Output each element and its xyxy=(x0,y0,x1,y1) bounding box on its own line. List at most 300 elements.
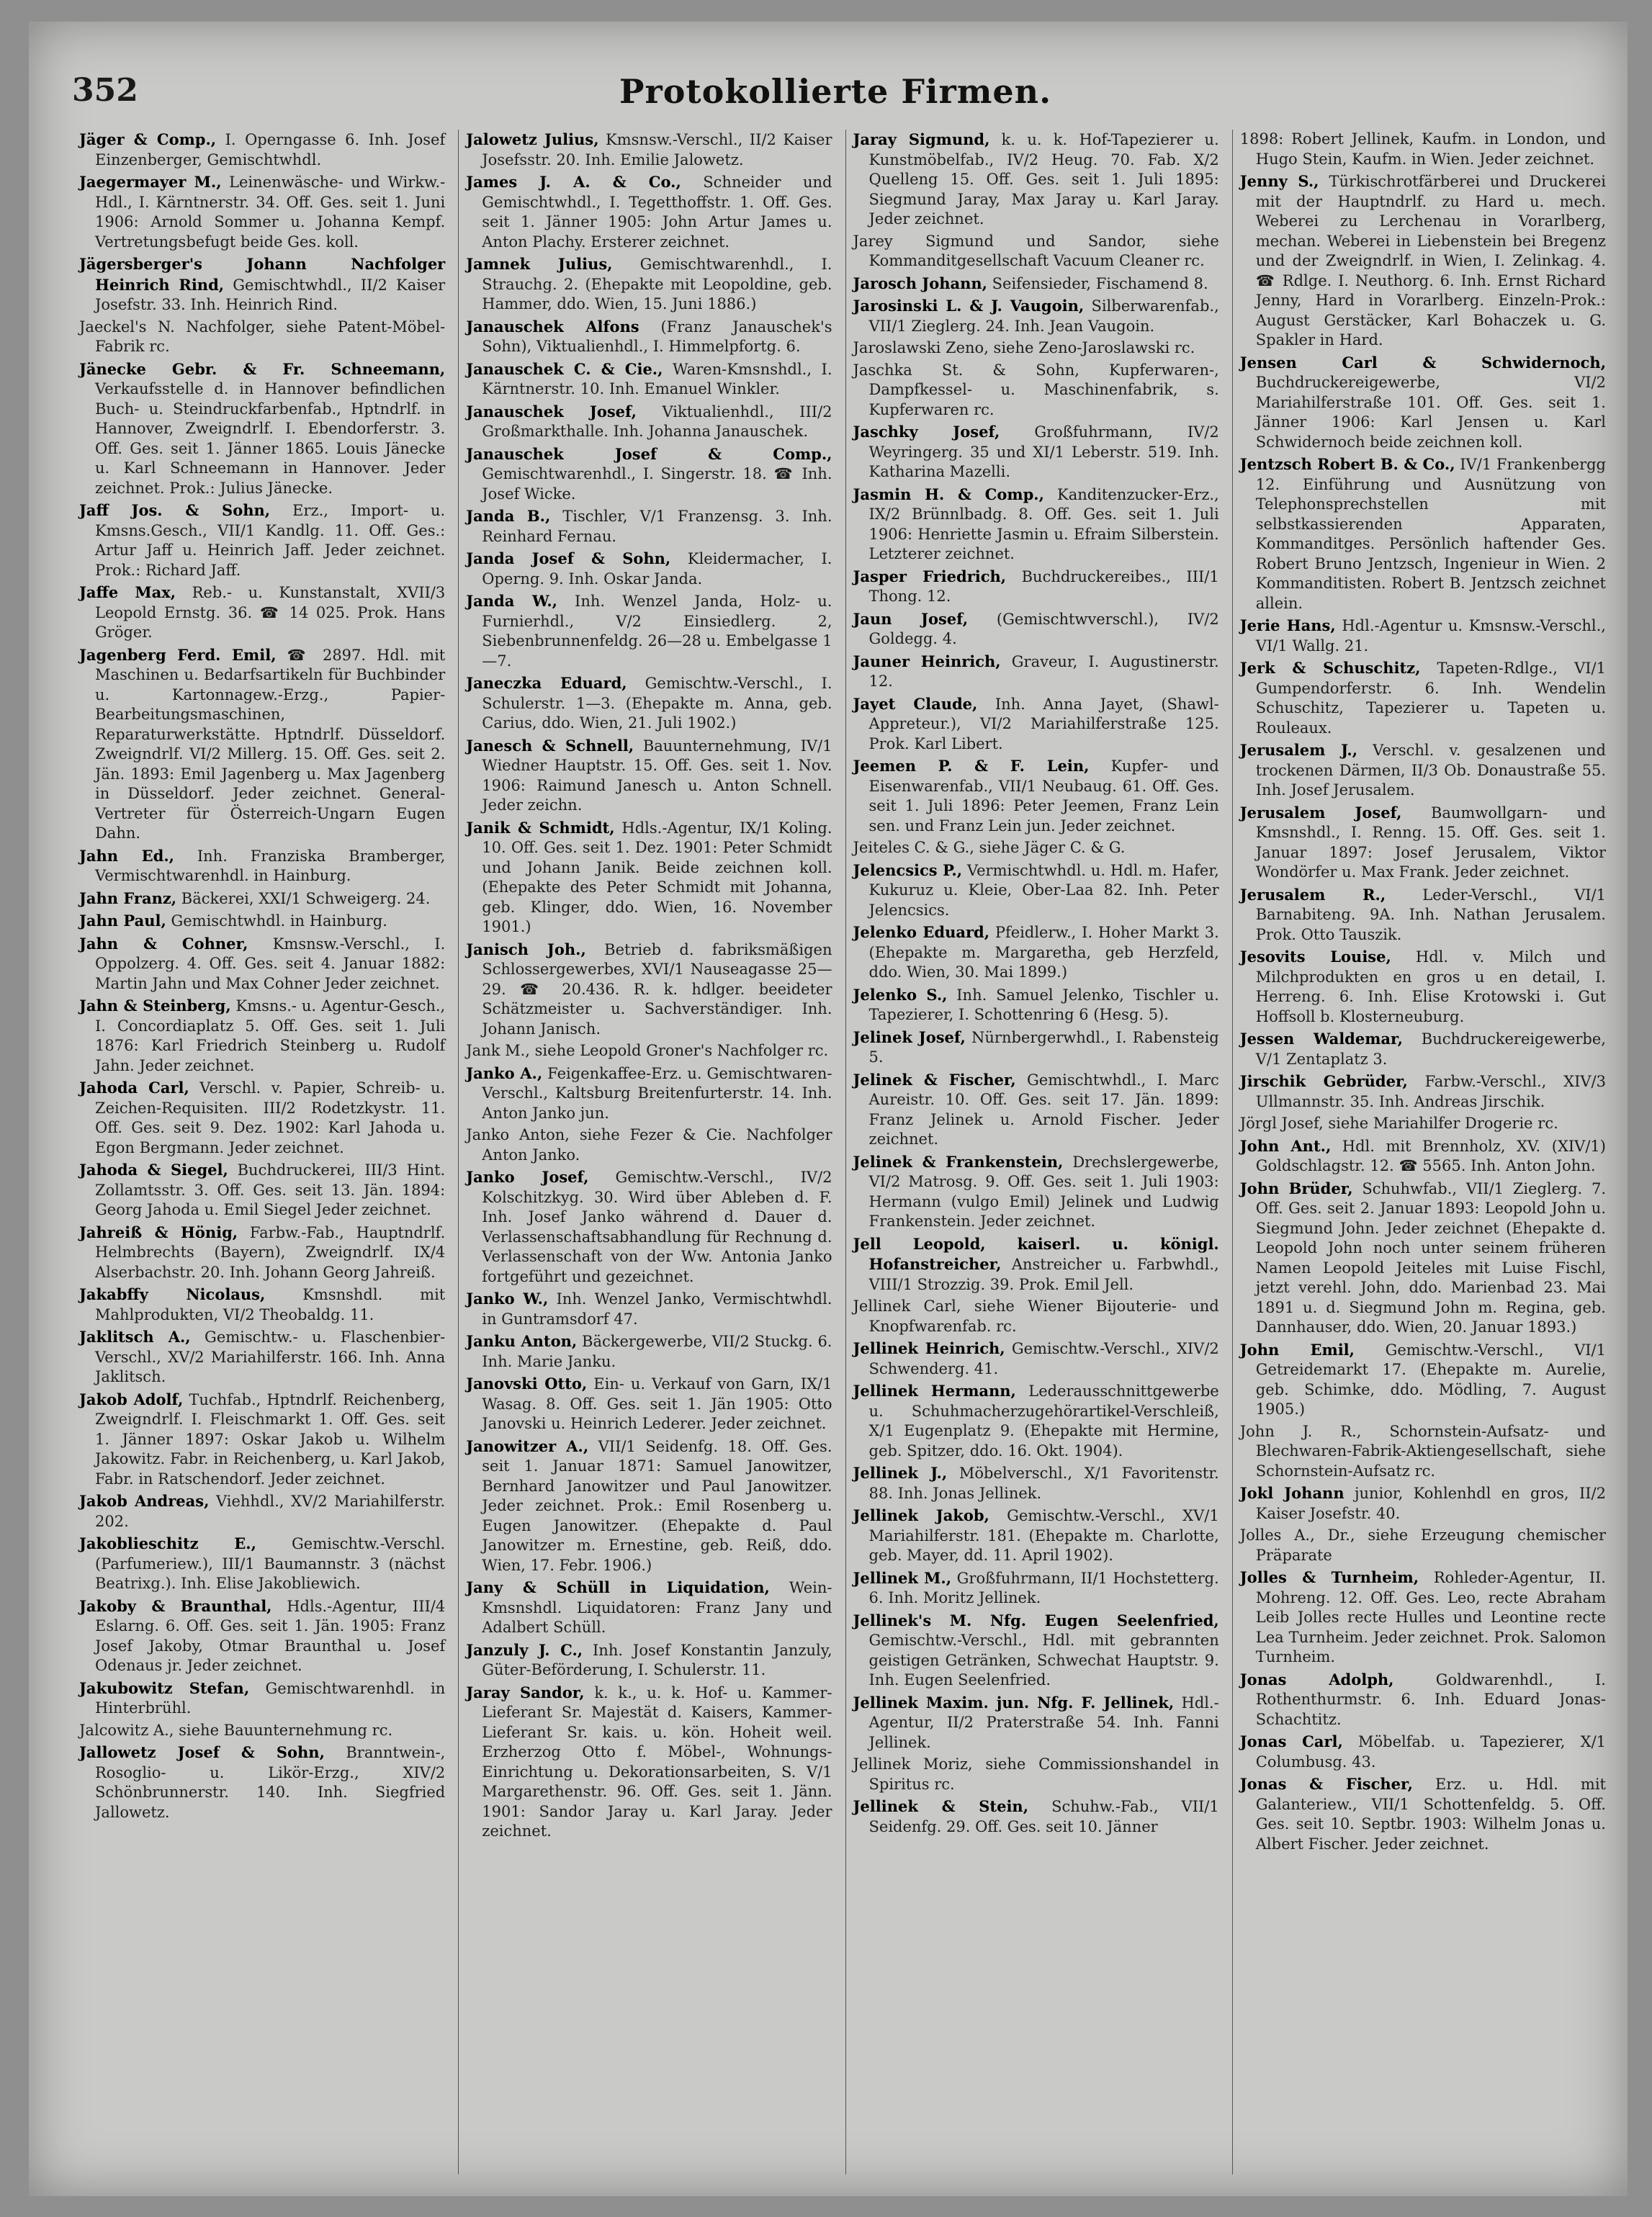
directory-entry xyxy=(466,317,832,357)
firm-details: VII/1 Seidenfg. 18. Off. Ges. seit 1. Januar 1871: Samuel Janowitzer, Bernhard Janowitzer und Paul Janowitzer. Jeder zeichnet. Prok.: Emil Rosenberg u. Eugen Janowitzer. (Ehepakte d. Paul Janowitzer m. Ernestine, geb. Reiß, ddo. Wien, 17. Febr. 1906.) xyxy=(482,1437,832,1574)
firm-name: Jellinek Hermann, xyxy=(853,1382,1016,1400)
directory-entry xyxy=(466,172,832,252)
firm-details: I. Operngasse 6. Inh. Josef Einzenberger, Gemischtwhdl. xyxy=(95,131,446,168)
directory-entry xyxy=(79,1390,445,1490)
page-header xyxy=(72,72,1599,122)
directory-entry xyxy=(79,1742,445,1822)
directory-entry xyxy=(79,934,445,994)
firm-details: Drechslergewerbe, VI/2 Matrosg. 9. Off. Ges. seit 1. Juli 1903: Hermann (vulgo Emil) Jelinek und Ludwig Frankenstein. Jeder zeichnet. xyxy=(868,1153,1219,1230)
firm-name: Jaray Sigmund, xyxy=(853,130,990,148)
firm-name: Jakob Adolf, xyxy=(79,1390,184,1408)
firm-details: Gemischtwhdl. in Hainburg. xyxy=(171,912,387,930)
firm-name: Jenny S., xyxy=(1239,172,1319,190)
firm-details: Inh. Samuel Jelenko, Tischler u. Tapezierer, I. Schottenring 6 (Hesg. 5). xyxy=(868,986,1219,1023)
directory-entry xyxy=(466,1683,832,1842)
firm-name: Jasmin H. & Comp., xyxy=(853,485,1044,503)
firm-name: Jaffe Max, xyxy=(79,583,176,601)
firm-details: Baumwollgarn- und Kmsnshdl., I. Renng. 15. Off. Ges. seit 1. Januar 1897: Josef Jerusalem, Viktor Wondörfer u. Max Frank. Jeder zeichnet. xyxy=(1255,804,1606,881)
column-3 xyxy=(845,130,1226,2175)
directory-entry xyxy=(853,1693,1219,1753)
firm-name: Jakob Andreas, xyxy=(79,1492,210,1510)
directory-entry xyxy=(1240,1483,1606,1524)
firm-details: Tapeten-Rdlge., VI/1 Gumpendorferstr. 6. Inh. Wendelin Schuschitz, Tapezierer u. Tapeten u. Rouleaux. xyxy=(1255,660,1606,737)
firm-name: Jonas & Fischer, xyxy=(1239,1775,1413,1793)
directory-entry xyxy=(853,274,1219,294)
firm-details: Großfuhrmann, II/1 Hochstetterg. 6. Inh. Moritz Jellinek. xyxy=(868,1569,1219,1606)
firm-details: Jalcowitz A., siehe Bauunternehmung rc. xyxy=(79,1721,393,1739)
directory-entry xyxy=(1240,885,1606,945)
firm-details: Gemischtw.-Verschl., VI/1 Getreidemarkt 17. (Ehepakte m. Aurelie, geb. Schimke, ddo. Mödling, 7. August 1905.) xyxy=(1255,1341,1606,1418)
firm-name: Jägersberger's Johann Nachfolger Heinrich Rind, xyxy=(79,255,446,294)
firm-details: Seifensieder, Fischamend 8. xyxy=(992,274,1208,292)
firm-name: Jahreiß & Hönig, xyxy=(79,1223,238,1241)
firm-details: Buchdruckereibes., III/1 Thong. 12. xyxy=(868,567,1219,605)
directory-entry xyxy=(79,254,445,315)
firm-details: Graveur, I. Augustinerstr. 12. xyxy=(868,652,1219,690)
directory-entry xyxy=(853,985,1219,1025)
directory-entry xyxy=(466,1125,832,1165)
directory-entry xyxy=(466,591,832,671)
firm-details: Viktualienhdl., III/2 Großmarkthalle. Inh. Johanna Janauschek. xyxy=(482,403,832,440)
directory-entry xyxy=(79,1223,445,1283)
directory-entry xyxy=(853,609,1219,649)
firm-name: Jahn Ed., xyxy=(79,846,174,865)
directory-entry xyxy=(853,1297,1219,1336)
directory-entry xyxy=(79,645,445,844)
directory-entry xyxy=(79,359,445,499)
firm-name: Jaklitsch A., xyxy=(79,1328,191,1346)
firm-name: Jerusalem Josef, xyxy=(1239,803,1402,822)
directory-entry xyxy=(79,1534,445,1594)
directory-entry xyxy=(466,130,832,170)
firm-name: Jentzsch Robert B. & Co., xyxy=(1239,455,1455,473)
firm-details: 1898: Robert Jellinek, Kaufm. in London, und Hugo Stein, Kaufm. in Wien. Jeder zeichnet. xyxy=(1239,130,1606,168)
firm-details: ☎ 2897. Hdl. mit Maschinen u. Bedarfsartikeln für Buchbinder u. Kartonnagew.-Erzg., Papier-Bearbeitungsmaschinen, Reparaturwerkstätte. Hptndrlf. Düsseldorf. Zweigndrlf. VI/2 Millerg. 15. Off. Ges. seit 2. Jän. 1893: Emil Jagenberg u. Max Jagenberg in Düsseldorf. Jeder zeichnet. General-Vertreter für Österreich-Ungarn Eugen Dahn. xyxy=(95,646,446,842)
firm-name: Jayet Claude, xyxy=(853,694,978,713)
firm-name: Jelencsics P., xyxy=(853,860,963,879)
firm-details: Ein- u. Verkauf von Garn, IX/1 Wasag. 8. Off. Ges. seit 1. Jän 1905: Otto Janovski u. Heinrich Lederer. Jeder zeichnet. xyxy=(482,1375,832,1432)
directory-entry xyxy=(853,1463,1219,1503)
directory-entry xyxy=(853,130,1219,230)
directory-entry xyxy=(853,838,1219,858)
firm-details: (Franz Janauschek's Sohn), Viktualienhdl., I. Himmelpfortg. 6. xyxy=(482,318,832,355)
firm-details: Kmsnsw.-Verschl., I. Oppolzerg. 4. Off. Ges. seit 4. Januar 1882: Martin Jahn und Max Cohner Jeder zeichnet. xyxy=(95,935,446,992)
firm-name: Jagenberg Ferd. Emil, xyxy=(79,645,277,664)
firm-details: Tuchfab., Hptndrlf. Reichenberg, Zweigndrlf. I. Fleischmarkt 1. Off. Ges. seit 1. Jänner 1897: Oskar Jakob u. Wilhelm Jakowitz. Fabr. in Reichenberg, u. Karl Jakob, Fabr. in Ratschendorf. Jeder zeichnet. xyxy=(95,1390,446,1488)
directory-entry xyxy=(466,818,832,937)
firm-details: Gemischtw.-Verschl., Hdl. mit gebrannten geistigen Getränken, Schwechat Hauptstr. 9. Inh. Eugen Seelenfried. xyxy=(868,1632,1219,1688)
firm-name: Jerusalem R., xyxy=(1239,885,1386,904)
directory-entry xyxy=(1240,171,1606,351)
directory-entry xyxy=(1240,1568,1606,1668)
firm-name: Jerk & Schuschitz, xyxy=(1239,659,1421,677)
firm-name: Jellinek Jakob, xyxy=(853,1506,989,1524)
column-2 xyxy=(458,130,839,2175)
firm-details: Hdl.-Agentur u. Kmsnsw.-Verschl., VI/1 Wallg. 21. xyxy=(1255,617,1606,655)
directory-entry xyxy=(1240,1179,1606,1338)
directory-entry xyxy=(853,1027,1219,1068)
firm-name: Jänecke Gebr. & Fr. Schneemann, xyxy=(79,359,446,378)
directory-entry xyxy=(466,444,832,505)
firm-details: Verschl. v. Papier, Schreib- u. Zeichen-Requisiten. III/2 Rodetzkystr. 11. Off. Ges. seit 9. Dez. 1902: Karl Jahoda u. Egon Bergmann. Jeder zeichnet. xyxy=(95,1079,446,1156)
firm-name: John Ant., xyxy=(1239,1136,1332,1155)
directory-entry xyxy=(1240,1732,1606,1772)
directory-entry xyxy=(466,940,832,1040)
firm-name: Jirschik Gebrüder, xyxy=(1239,1072,1408,1090)
firm-name: Janauschek Alfons xyxy=(466,317,639,336)
directory-entry xyxy=(79,1327,445,1388)
firm-name: Jaray Sandor, xyxy=(466,1683,585,1701)
firm-details: junior, Kohlenhdl en gros, II/2 Kaiser Josefstr. 40. xyxy=(1255,1485,1606,1522)
firm-details: Gemischtwarenhdl., I. Strauchg. 2. (Ehepakte mit Leopoldine, geb. Hammer, ddo. Wien, 15. Juni 1886.) xyxy=(482,256,832,312)
firm-name: Jalowetz Julius, xyxy=(466,130,599,148)
directory-entry xyxy=(466,1578,832,1638)
directory-entry xyxy=(1240,803,1606,883)
directory-entry xyxy=(853,694,1219,755)
directory-entry xyxy=(853,1381,1219,1461)
firm-name: Jellinek M., xyxy=(853,1568,952,1587)
firm-name: Janauschek Josef, xyxy=(466,402,637,421)
directory-entry xyxy=(1240,1114,1606,1134)
firm-details: Kanditenzucker-Erz., IX/2 Brünnlbadg. 8. Off. Ges. seit 1. Juli 1906: Henriette Jasmin u. Efraim Silberstein. Letzterer zeichnet. xyxy=(868,485,1219,562)
firm-details: Hdl.-Agentur, II/2 Praterstraße 54. Inh. Fanni Jellinek. xyxy=(868,1694,1219,1751)
firm-details: Betrieb d. fabriksmäßigen Schlossergewerbes, XVI/1 Nauseagasse 25—29. ☎ 20.436. R. k. hdlger. beeideter Schätzmeister u. Sachverständiger. Inh. Johann Janisch. xyxy=(482,940,832,1038)
firm-details: Pfeidlerw., I. Hoher Markt 3. (Ehepakte m. Margaretha, geb Herzfeld, ddo. Wien, 30. Mai 1899.) xyxy=(868,924,1219,981)
page-number: 352 xyxy=(72,72,138,109)
firm-name: Jäger & Comp., xyxy=(79,130,217,148)
directory-entry xyxy=(79,889,445,909)
directory-entry xyxy=(1240,1029,1606,1069)
firm-details: Möbelverschl., X/1 Favoritenstr. 88. Inh. Jonas Jellinek. xyxy=(868,1465,1219,1502)
firm-details: Gemischtw.-Verschl. (Parfumeriew.), III/1 Baumannstr. 3 (nächst Beatrixg.). Inh. Elise Jakobliewich. xyxy=(95,1535,446,1592)
firm-details: Kmsnsw.-Verschl., II/2 Kaiser Josefsstr. 20. Inh. Emilie Jalowetz. xyxy=(482,131,832,168)
firm-details: (Gemischtwverschl.), IV/2 Goldegg. 4. xyxy=(868,610,1219,647)
firm-name: Jarosch Johann, xyxy=(853,274,987,292)
firm-name: Jensen Carl & Schwidernoch, xyxy=(1239,353,1606,372)
firm-name: Jasper Friedrich, xyxy=(853,567,1007,585)
firm-details: Bäckerei, XXI/1 Schweigerg. 24. xyxy=(181,889,431,907)
directory-entry xyxy=(1240,1526,1606,1565)
firm-name: Jellinek Maxim. jun. Nfg. F. Jellinek, xyxy=(853,1693,1175,1712)
firm-details: Goldwarenhdl., I. Rothenthurmstr. 6. Inh. Eduard Jonas-Schachtitz. xyxy=(1255,1670,1606,1728)
firm-name: Jelenko Eduard, xyxy=(853,923,990,941)
firm-name: Jallowetz Josef & Sohn, xyxy=(79,1743,325,1761)
firm-details: Großfuhrmann, IV/2 Weyringerg. 35 und XI/1 Leberstr. 519. Inh. Katharina Mazelli. xyxy=(868,423,1219,480)
firm-name: Jakubowitz Stefan, xyxy=(79,1678,250,1697)
firm-details: Bauunternehmung, IV/1 Wiedner Hauptstr. 15. Off. Ges. seit 1. Nov. 1906: Raimund Janesch u. Anton Schnell. Jeder zeichn. xyxy=(482,737,832,814)
firm-name: Jeemen P. & F. Lein, xyxy=(853,757,1090,775)
firm-name: John Brüder, xyxy=(1239,1179,1353,1197)
directory-entry xyxy=(853,1568,1219,1609)
directory-entry xyxy=(466,254,832,315)
firm-details: Jellinek Carl, siehe Wiener Bijouterie- und Knopfwarenfab. rc. xyxy=(853,1298,1219,1335)
firm-details: Gemischtw.- u. Flaschenbier-Verschl., XV/2 Mariahilferstr. 166. Inh. Anna Jaklitsch. xyxy=(95,1328,446,1385)
firm-name: Janovski Otto, xyxy=(466,1375,588,1393)
directory-entry xyxy=(79,583,445,643)
column-4 xyxy=(1232,130,1613,2175)
firm-details: k. k., u. k. Hof- u. Kammer-Lieferant Sr. Majestät d. Kaisers, Kammer-Lieferant Sr. kais. u. kön. Hoheit weil. Erzherzog Otto f. Möbel-, Wohnungs-Einrichtung u. Dekorationsarbeiten, S. V/1 Margarethenstr. 96. Off. Ges. seit 1. Jänn. 1901: Sandor Jaray u. Karl Jaray. Jeder zeichnet. xyxy=(482,1683,832,1840)
directory-entry xyxy=(466,1063,832,1124)
firm-details: Möbelfab. u. Tapezierer, X/1 Columbusg. 43. xyxy=(1255,1733,1607,1771)
directory-entry xyxy=(853,1070,1219,1150)
firm-name: Janeczka Eduard, xyxy=(466,674,627,692)
firm-name: Jakoblieschitz E., xyxy=(79,1534,256,1552)
directory-entry xyxy=(853,922,1219,983)
firm-name: Jaun Josef, xyxy=(853,609,969,628)
firm-name: Janauschek Josef & Comp., xyxy=(466,444,832,463)
firm-details: Inh. Franziska Bramberger, Vermischtwarenhdl. in Hainburg. xyxy=(95,847,446,884)
directory-entry xyxy=(853,1611,1219,1691)
directory-entry xyxy=(1240,353,1606,453)
firm-details: Hdl. mit Brennholz, XV. (XIV/1) Goldschlagstr. 12. ☎ 5565. Inh. Anton John. xyxy=(1255,1137,1606,1174)
firm-details: Wein-Kmsnshdl. Liquidatoren: Franz Jany und Adalbert Schüll. xyxy=(482,1579,832,1636)
firm-name: Jelinek Josef, xyxy=(853,1027,966,1046)
directory-entry xyxy=(466,1640,832,1681)
firm-details: Vermischtwhdl. u. Hdl. m. Hafer, Kukuruz u. Kleie, Ober-Laa 82. Inh. Peter Jelencsics. xyxy=(868,861,1219,919)
firm-details: Verschl. v. gesalzenen und trockenen Därmen, II/3 Ob. Donaustraße 55. Inh. Josef Jerusalem. xyxy=(1255,742,1606,799)
firm-details: Gemischtw.-Verschl., XIV/2 Schwenderg. 41. xyxy=(868,1340,1219,1377)
firm-name: Jell Leopold, kaiserl. u. königl. Hofanstreicher, xyxy=(853,1234,1219,1273)
firm-details: Inh. Josef Konstantin Janzuly, Güter-Beförderung, I. Schulerstr. 11. xyxy=(482,1641,832,1678)
firm-name: Jonas Adolph, xyxy=(1239,1670,1394,1688)
firm-name: Jelinek & Fischer, xyxy=(853,1070,1016,1089)
firm-details: Rohleder-Agentur, II. Mohreng. 12. Off. Ges. Leo, recte Abraham Leib Jolles recte Hulles und Leontine recte Lea Turnheim. Jeder zeichnet. Prok. Salomon Turnheim. xyxy=(1255,1569,1606,1665)
directory-entry xyxy=(853,756,1219,836)
firm-details: Farbw.-Verschl., XIV/3 Ullmannstr. 35. Inh. Andreas Jirschik. xyxy=(1255,1073,1606,1110)
firm-details: Gemischtw.-Verschl., IV/2 Kolschitzkyg. 30. Wird über Ableben d. F. Inh. Josef Janko während d. Dauer d. Verlassenschaftsabhandlung für Rechnung d. Verlassenschaft von der Ww. Antonia Janko fortgeführt und gezeichnet. xyxy=(482,1169,832,1285)
directory-entry xyxy=(466,402,832,442)
directory-entry xyxy=(1240,1670,1606,1730)
firm-name: Jesovits Louise, xyxy=(1239,948,1391,966)
firm-details: Hdls.-Agentur, IX/1 Koling. 10. Off. Ges. seit 1. Dez. 1901: Peter Schmidt und Johann Janik. Beide zeichnen koll. (Ehepakte des Peter Schmidt mit Johanna, geb. Klinger, ddo. Wien, 16. November 1901.) xyxy=(482,819,832,935)
directory-entry xyxy=(79,1078,445,1158)
firm-name: Janowitzer A., xyxy=(466,1436,589,1455)
directory-entry xyxy=(853,567,1219,607)
firm-details: Hdls.-Agentur, III/4 Eslarng. 6. Off. Ges. seit 1. Jän. 1905: Franz Josef Jakoby, Otmar Braunthal u. Josef Odenaus jr. Jeder zeichnet. xyxy=(95,1597,446,1674)
firm-details: Kupfer- und Eisenwarenfab., VII/1 Neubaug. 61. Off. Ges. seit 1. Juli 1896: Peter Jeemen, Franz Lein sen. und Franz Lein jun. Jeder zeichnet. xyxy=(868,757,1219,835)
firm-details: Schneider und Gemischtwhdl., I. Tegetthoffstr. 1. Off. Ges. seit 1. Jänner 1905: John Artur James u. Anton Plachy. Ersterer zeichnet. xyxy=(482,174,832,251)
directory-entry xyxy=(853,1755,1219,1794)
firm-details: Farbw.-Fab., Hauptndrlf. Helmbrechts (Bayern), Zweigndrlf. IX/4 Alserbachstr. 20. Inh. Johann Georg Jahreiß. xyxy=(95,1223,446,1281)
directory-entry xyxy=(1240,454,1606,613)
firm-details: Gemischtwhdl., I. Marc Aureistr. 10. Off. Ges. seit 17. Jän. 1899: Franz Jelinek u. Arnold Fischer. Jeder zeichnet. xyxy=(868,1071,1219,1148)
firm-name: Jauner Heinrich, xyxy=(853,652,1001,670)
firm-details: Türkischrotfärberei und Druckerei mit der Hauptndrlf. zu Hard u. mech. Weberei zu Lerchenau in Vorarlberg, mechan. Weberei in Liebenstein bei Bregenz und der Zweigndrlf. in Wien, I. Zelinkag. 4. ☎ Rdlge. I. Neuthorg. 6. Inh. Ernst Richard Jenny, Hard in Vorarlberg. Einzeln-Prok.: August Gerstäcker, Karl Bohaczek u. G. Spakler in Hard. xyxy=(1255,173,1606,348)
firm-name: Jokl Johann xyxy=(1239,1484,1345,1502)
directory-entry xyxy=(466,1289,832,1329)
directory-entry xyxy=(79,846,445,886)
firm-name: Jellinek & Stein, xyxy=(853,1797,1029,1815)
firm-name: Jahoda & Siegel, xyxy=(79,1161,228,1179)
firm-details: Kleidermacher, I. Operng. 9. Inh. Oskar Janda. xyxy=(482,550,832,588)
firm-details: Gemischtw.-Verschl., XV/1 Mariahilferstr. 181. (Ehepakte m. Charlotte, geb. Mayer, dd. 11. April 1902). xyxy=(868,1507,1219,1564)
firm-name: Jahn & Steinberg, xyxy=(79,997,231,1015)
directory-entry xyxy=(79,1491,445,1532)
firm-details: Janko Anton, siehe Fezer & Cie. Nachfolger Anton Janko. xyxy=(466,1126,832,1164)
firm-name: Jahn Paul, xyxy=(79,912,166,930)
directory-entry xyxy=(466,1331,832,1372)
directory-entry xyxy=(466,1167,832,1287)
firm-details: k. u. k. Hof-Tapezierer u. Kunstmöbelfab., IV/2 Heug. 70. Fab. X/2 Quelleng 15. Off. Ges. seit 1. Juli 1895: Siegmund Jaray, Max Jaray u. Karl Jaray. Jeder zeichnet. xyxy=(868,131,1219,228)
firm-name: Jelinek & Frankenstein, xyxy=(853,1152,1064,1171)
directory-entry xyxy=(853,1339,1219,1379)
firm-details: Waren-Kmsnshdl., I. Kärntnerstr. 10. Inh. Emanuel Winkler. xyxy=(482,360,832,397)
directory-entry xyxy=(466,359,832,400)
firm-details: Jaschka St. & Sohn, Kupferwaren-, Dampfkessel- u. Maschinenfabrik, s. Kupferwaren rc. xyxy=(853,361,1219,418)
directory-entry xyxy=(79,996,445,1076)
directory-entry xyxy=(79,130,445,170)
firm-details: Jaeckel's N. Nachfolger, siehe Patent-Möbel-Fabrik rc. xyxy=(79,318,446,355)
firm-details: Schuhwfab., VII/1 Zieglerg. 7. Off. Ges. seit 2. Januar 1893: Leopold John u. Siegmund John. Jeder zeichnet (Ehepakte d. Leopold John noch unter seinem früheren Namen Leopold Jeiteles mit Luise Fischl, jetzt verehl. John, ddo. Marienbad 23. Mai 1891 u. d. Siegmund John m. Regina, geb. Dannhauser, ddo. Wien, 20. Januar 1893.) xyxy=(1255,1179,1606,1336)
firm-details: Buchdruckerei, III/3 Hint. Zollamtsstr. 3. Off. Ges. seit 13. Jän. 1894: Georg Jahoda u. Emil Siegel Jeder zeichnet. xyxy=(95,1161,446,1218)
directory-entry xyxy=(79,1160,445,1220)
firm-details: Anstreicher u. Farbwhdl., VIII/1 Strozzig. 39. Prok. Emil Jell. xyxy=(868,1256,1219,1293)
directory-entry xyxy=(853,1152,1219,1232)
firm-details: Leinenwäsche- und Wirkw.-Hdl., I. Kärntnerstr. 34. Off. Ges. seit 1. Juni 1906: Arnold Sommer u. Johanna Kempf. Vertretungsbefugt beide Ges. koll. xyxy=(95,174,446,251)
firm-details: Leder-Verschl., VI/1 Barnabiteng. 9A. Inh. Nathan Jerusalem. Prok. Otto Tauszik. xyxy=(1255,886,1606,943)
firm-name: Jany & Schüll in Liquidation, xyxy=(466,1578,770,1596)
directory-entry xyxy=(466,506,832,547)
directory-entry xyxy=(853,232,1219,271)
firm-name: Jahn Franz, xyxy=(79,889,177,907)
firm-name: Janesch & Schnell, xyxy=(466,736,634,755)
firm-details: Inh. Wenzel Janda, Holz- u. Furnierhdl., V/2 Einsiedlerg. 2, Siebenbrunnenfeldg. 26—28 u. Embelgasse 1—7. xyxy=(482,593,832,670)
firm-name: Jelenko S., xyxy=(853,985,948,1004)
firm-details: Buchdruckereigewerbe, VI/2 Mariahilferstraße 101. Off. Ges. seit 1. Jänner 1906: Karl Jensen u. Karl Schwidernoch beide zeichnen koll. xyxy=(1255,374,1606,451)
firm-details: Hdl. v. Milch und Milchprodukten en gros u en detail, I. Herreng. 6. Inh. Elise Krotowski i. Gut Hoffsoll b. Klosterneuburg. xyxy=(1255,948,1606,1025)
firm-details: Lederausschnittgewerbe u. Schuhmacherzugehörartikel-Verschleiß, X/1 Eugenplatz 9. (Ehepakte mit Hermine, geb. Spitzer, ddo. 16. Okt. 1904). xyxy=(868,1382,1219,1460)
firm-details: Verkaufsstelle d. in Hannover befindlichen Buch- u. Steindruckfarbenfab., Hptndrlf. in Hannover, Zweigndrlf. I. Ebendorferstr. 3. Off. Ges. seit 1. Jänner 1865. Louis Jänecke u. Karl Schneemann in Hannover. Jeder zeichnet. Prok.: Julius Jänecke. xyxy=(95,380,446,497)
firm-details: Jeiteles C. & G., siehe Jäger C. & G. xyxy=(853,839,1126,856)
firm-details: Viehhdl., XV/2 Mariahilferstr. 202. xyxy=(95,1493,446,1530)
firm-name: Jaff Jos. & Sohn, xyxy=(79,501,271,519)
directory-entry xyxy=(853,296,1219,336)
firm-name: Janko Josef, xyxy=(466,1168,589,1186)
directory-entry xyxy=(853,361,1219,421)
firm-name: Jellinek J., xyxy=(853,1464,948,1482)
directory-entry xyxy=(1240,947,1606,1027)
firm-name: Janda W., xyxy=(466,592,557,610)
firm-name: Janku Anton, xyxy=(466,1332,578,1350)
directory-entry xyxy=(853,1796,1219,1837)
directory-entry xyxy=(853,1234,1219,1295)
firm-details: Kmsns.- u. Agentur-Gesch., I. Concordiaplatz 5. Off. Ges. seit 1. Juli 1876: Karl Friedrich Steinberg u. Rudolf Jahn. Jeder zeichnet. xyxy=(95,997,446,1074)
firm-name: Janzuly J. C., xyxy=(466,1640,583,1659)
firm-details: Inh. Wenzel Janko, Vermischtwhdl. in Guntramsdorf 47. xyxy=(482,1290,832,1328)
firm-details: Jarey Sigmund und Sandor, siehe Kommanditgesellschaft Vacuum Cleaner rc. xyxy=(853,232,1219,269)
directory-entry xyxy=(1240,740,1606,801)
directory-entry xyxy=(1240,1774,1606,1854)
firm-details: Gemischtw.-Verschl., I. Schulerstr. 1—3. (Ehepakte m. Anna, geb. Carius, ddo. Wien, 21. Juli 1902.) xyxy=(482,675,832,732)
firm-details: Feigenkaffee-Erz. u. Gemischtwaren-Verschl., Kaltsburg Breitenfurterstr. 14. Inh. Anton Janko jun. xyxy=(482,1064,832,1122)
directory-entry xyxy=(466,1436,832,1576)
firm-name: Jakabffy Nicolaus, xyxy=(79,1285,266,1303)
firm-name: Jaegermayer M., xyxy=(79,173,222,191)
directory-columns xyxy=(72,130,1613,2175)
directory-entry xyxy=(79,500,445,580)
firm-details: Buchdruckereigewerbe, V/1 Zentaplatz 3. xyxy=(1255,1030,1606,1068)
firm-name: Jahoda Carl, xyxy=(79,1079,189,1097)
directory-entry xyxy=(1240,1340,1606,1420)
directory-page xyxy=(29,22,1628,2196)
firm-details: Jörgl Josef, siehe Mariahilfer Drogerie rc. xyxy=(1239,1115,1558,1132)
firm-name: Janda Josef & Sohn, xyxy=(466,549,671,567)
firm-name: Jonas Carl, xyxy=(1239,1732,1343,1750)
directory-entry xyxy=(853,338,1219,359)
directory-entry xyxy=(853,1506,1219,1566)
directory-entry xyxy=(466,1374,832,1434)
firm-name: Jellinek's M. Nfg. Eugen Seelenfried, xyxy=(853,1611,1219,1629)
directory-entry xyxy=(1240,1422,1606,1482)
firm-details: Inh. Anna Jayet, (Shawl-Appreteur.), VI/2 Mariahilferstraße 125. Prok. Karl Libert. xyxy=(868,695,1219,752)
firm-details: Schuhw.-Fab., VII/1 Seidenfg. 29. Off. Ges. seit 10. Jänner xyxy=(868,1798,1219,1835)
directory-entry xyxy=(79,1285,445,1325)
directory-entry xyxy=(1240,616,1606,656)
firm-details: John J. R., Schornstein-Aufsatz- und Blechwaren-Fabrik-Aktiengesellschaft, siehe Schornstein-Aufsatz rc. xyxy=(1239,1422,1606,1480)
directory-entry xyxy=(79,1678,445,1719)
running-title: Protokollierte Firmen. xyxy=(619,72,1052,111)
firm-details: Nürnbergerwhdl., I. Rabensteig 5. xyxy=(868,1028,1219,1066)
firm-details: Tischler, V/1 Franzensg. 3. Inh. Reinhard Fernau. xyxy=(482,508,832,545)
firm-name: Janko A., xyxy=(466,1063,543,1082)
firm-details: Gemischtwarenhdl. in Hinterbrühl. xyxy=(95,1679,446,1717)
firm-name: Jamnek Julius, xyxy=(466,255,613,273)
directory-entry xyxy=(79,172,445,252)
firm-name: Jarosinski L. & J. Vaugoin, xyxy=(853,297,1085,315)
firm-details: Jolles A., Dr., siehe Erzeugung chemischer Präparate xyxy=(1239,1526,1606,1564)
directory-entry xyxy=(1240,658,1606,738)
firm-name: Janik & Schmidt, xyxy=(466,818,615,837)
firm-name: Janisch Joh., xyxy=(466,940,586,958)
firm-name: Janko W., xyxy=(466,1290,549,1308)
firm-name: Janauschek C. & Cie., xyxy=(466,359,663,378)
firm-details: Reb.- u. Kunstanstalt, XVII/3 Leopold Ernstg. 36. ☎ 14 025. Prok. Hans Gröger. xyxy=(95,584,446,641)
firm-details: Jaroslawski Zeno, siehe Zeno-Jaroslawski rc. xyxy=(853,339,1195,356)
firm-name: Jolles & Turnheim, xyxy=(1239,1568,1419,1586)
firm-name: Jellinek Heinrich, xyxy=(853,1339,1005,1357)
directory-entry xyxy=(79,1596,445,1676)
firm-name: Jerie Hans, xyxy=(1239,616,1336,634)
directory-entry xyxy=(853,860,1219,921)
firm-details: Kmsnshdl. mit Mahlprodukten, VI/2 Theobaldg. 11. xyxy=(95,1286,446,1323)
firm-details: Erz., Import- u. Kmsns.Gesch., VII/1 Kandlg. 11. Off. Ges.: Artur Jaff u. Heinrich Jaff. Jeder zeichnet. Prok.: Richard Jaff. xyxy=(95,502,446,579)
directory-entry xyxy=(1240,1071,1606,1112)
firm-name: John Emil, xyxy=(1239,1340,1355,1359)
firm-name: Jaschky Josef, xyxy=(853,423,1000,441)
directory-entry xyxy=(853,652,1219,692)
directory-entry xyxy=(853,422,1219,482)
firm-details: Bäckergewerbe, VII/2 Stuckg. 6. Inh. Marie Janku. xyxy=(482,1333,832,1370)
directory-entry xyxy=(853,485,1219,565)
directory-entry xyxy=(466,736,832,816)
directory-entry xyxy=(79,318,445,357)
directory-entry xyxy=(466,549,832,589)
firm-details: Gemischtwarenhdl., I. Singerstr. 18. ☎ Inh. Josef Wicke. xyxy=(482,465,832,503)
firm-name: Jakoby & Braunthal, xyxy=(79,1596,272,1615)
firm-name: Jerusalem J., xyxy=(1239,741,1358,759)
firm-details: Jellinek Moriz, siehe Commissionshandel in Spiritus rc. xyxy=(853,1755,1219,1793)
firm-details: Branntwein-, Rosoglio- u. Likör-Erzg., XIV/2 Schönbrunnerstr. 140. Inh. Siegfried Jallowetz. xyxy=(95,1744,446,1821)
firm-details: Silberwarenfab., VII/1 Zieglerg. 24. Inh. Jean Vaugoin. xyxy=(868,297,1219,335)
firm-name: James J. A. & Co., xyxy=(466,173,681,191)
firm-name: Janda B., xyxy=(466,507,551,525)
directory-entry xyxy=(466,1041,832,1061)
directory-entry xyxy=(1240,130,1606,169)
directory-entry xyxy=(1240,1136,1606,1177)
firm-name: Jahn & Cohner, xyxy=(79,934,248,953)
directory-entry xyxy=(79,911,445,932)
firm-details: Erz. u. Hdl. mit Galanteriew., VII/1 Schottenfeldg. 5. Off. Ges. seit 10. Septbr. 1903: Wilhelm Jonas u. Albert Fischer. Jeder zeichnet. xyxy=(1255,1776,1606,1853)
